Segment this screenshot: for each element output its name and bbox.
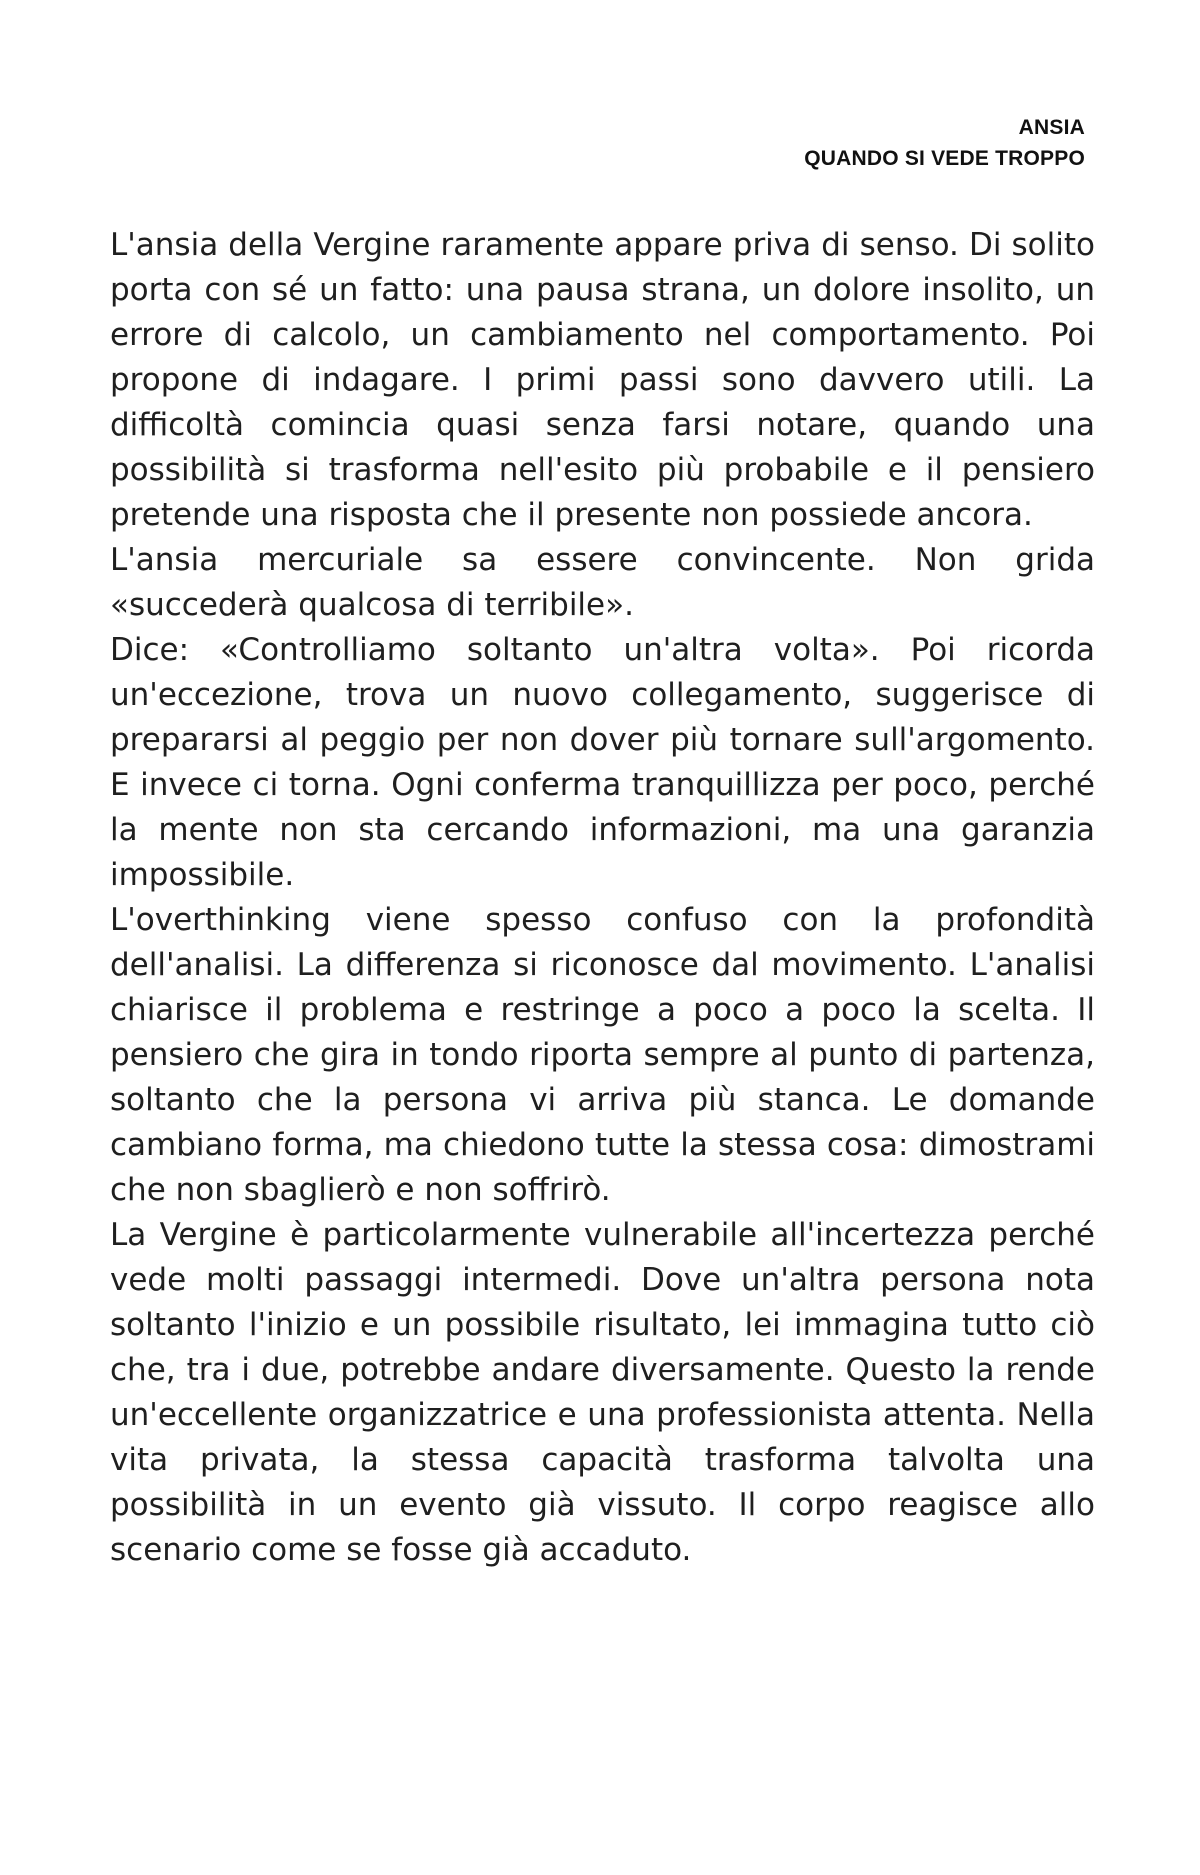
chapter-subtitle: QUANDO SI VEDE TROPPO — [804, 147, 1085, 170]
running-header — [804, 112, 1085, 174]
paragraph-4: L'overthinking viene spesso confuso con la profondità dell'analisi. La differenza si riconosce dal movimento. L'analisi chiarisce il problema e restringe a poco a poco la scelta. Il pensiero che gira in tondo riporta sempre al punto di partenza, soltanto che la persona vi arriva più stanca. Le domande cambiano forma, ma chiedono tutte la stessa cosa: dimostrami che non sbaglierò e non soffrirò. — [110, 902, 1095, 1208]
chapter-title: ANSIA — [1018, 116, 1085, 139]
paragraph-2: L'ansia mercuriale sa essere convincente. Non grida «succederà qualcosa di terribile». — [110, 542, 1095, 623]
paragraph-1: L'ansia della Vergine raramente appare priva di senso. Di solito porta con sé un fatto: una pausa strana, un dolore insolito, un errore di calcolo, un cambiamento nel comportamento. Poi propone di indagare. I primi passi sono davvero utili. La difficoltà comincia quasi senza farsi notare, quando una possibilità si trasforma nell'esito più probabile e il pensiero pretende una risposta che il presente non possiede ancora. — [110, 227, 1095, 533]
paragraph-3: Dice: «Controlliamo soltanto un'altra volta». Poi ricorda un'eccezione, trova un nuovo collegamento, suggerisce di prepararsi al peggio per non dover più tornare sull'argomento. E invece ci torna. Ogni conferma tranquillizza per poco, perché la mente non sta cercando informazioni, ma una garanzia impossibile. — [110, 632, 1095, 893]
paragraph-5: La Vergine è particolarmente vulnerabile all'incertezza perché vede molti passaggi intermedi. Dove un'altra persona nota soltanto l'inizio e un possibile risultato, lei immagina tutto ciò che, tra i due, potrebbe andare diversamente. Questo la rende un'eccellente organizzatrice e una professionista attenta. Nella vita privata, la stessa capacità trasforma talvolta una possibilità in un evento già vissuto. Il corpo reagisce allo scenario come se fosse già accaduto. — [110, 1217, 1095, 1568]
body-text — [110, 223, 1095, 1573]
